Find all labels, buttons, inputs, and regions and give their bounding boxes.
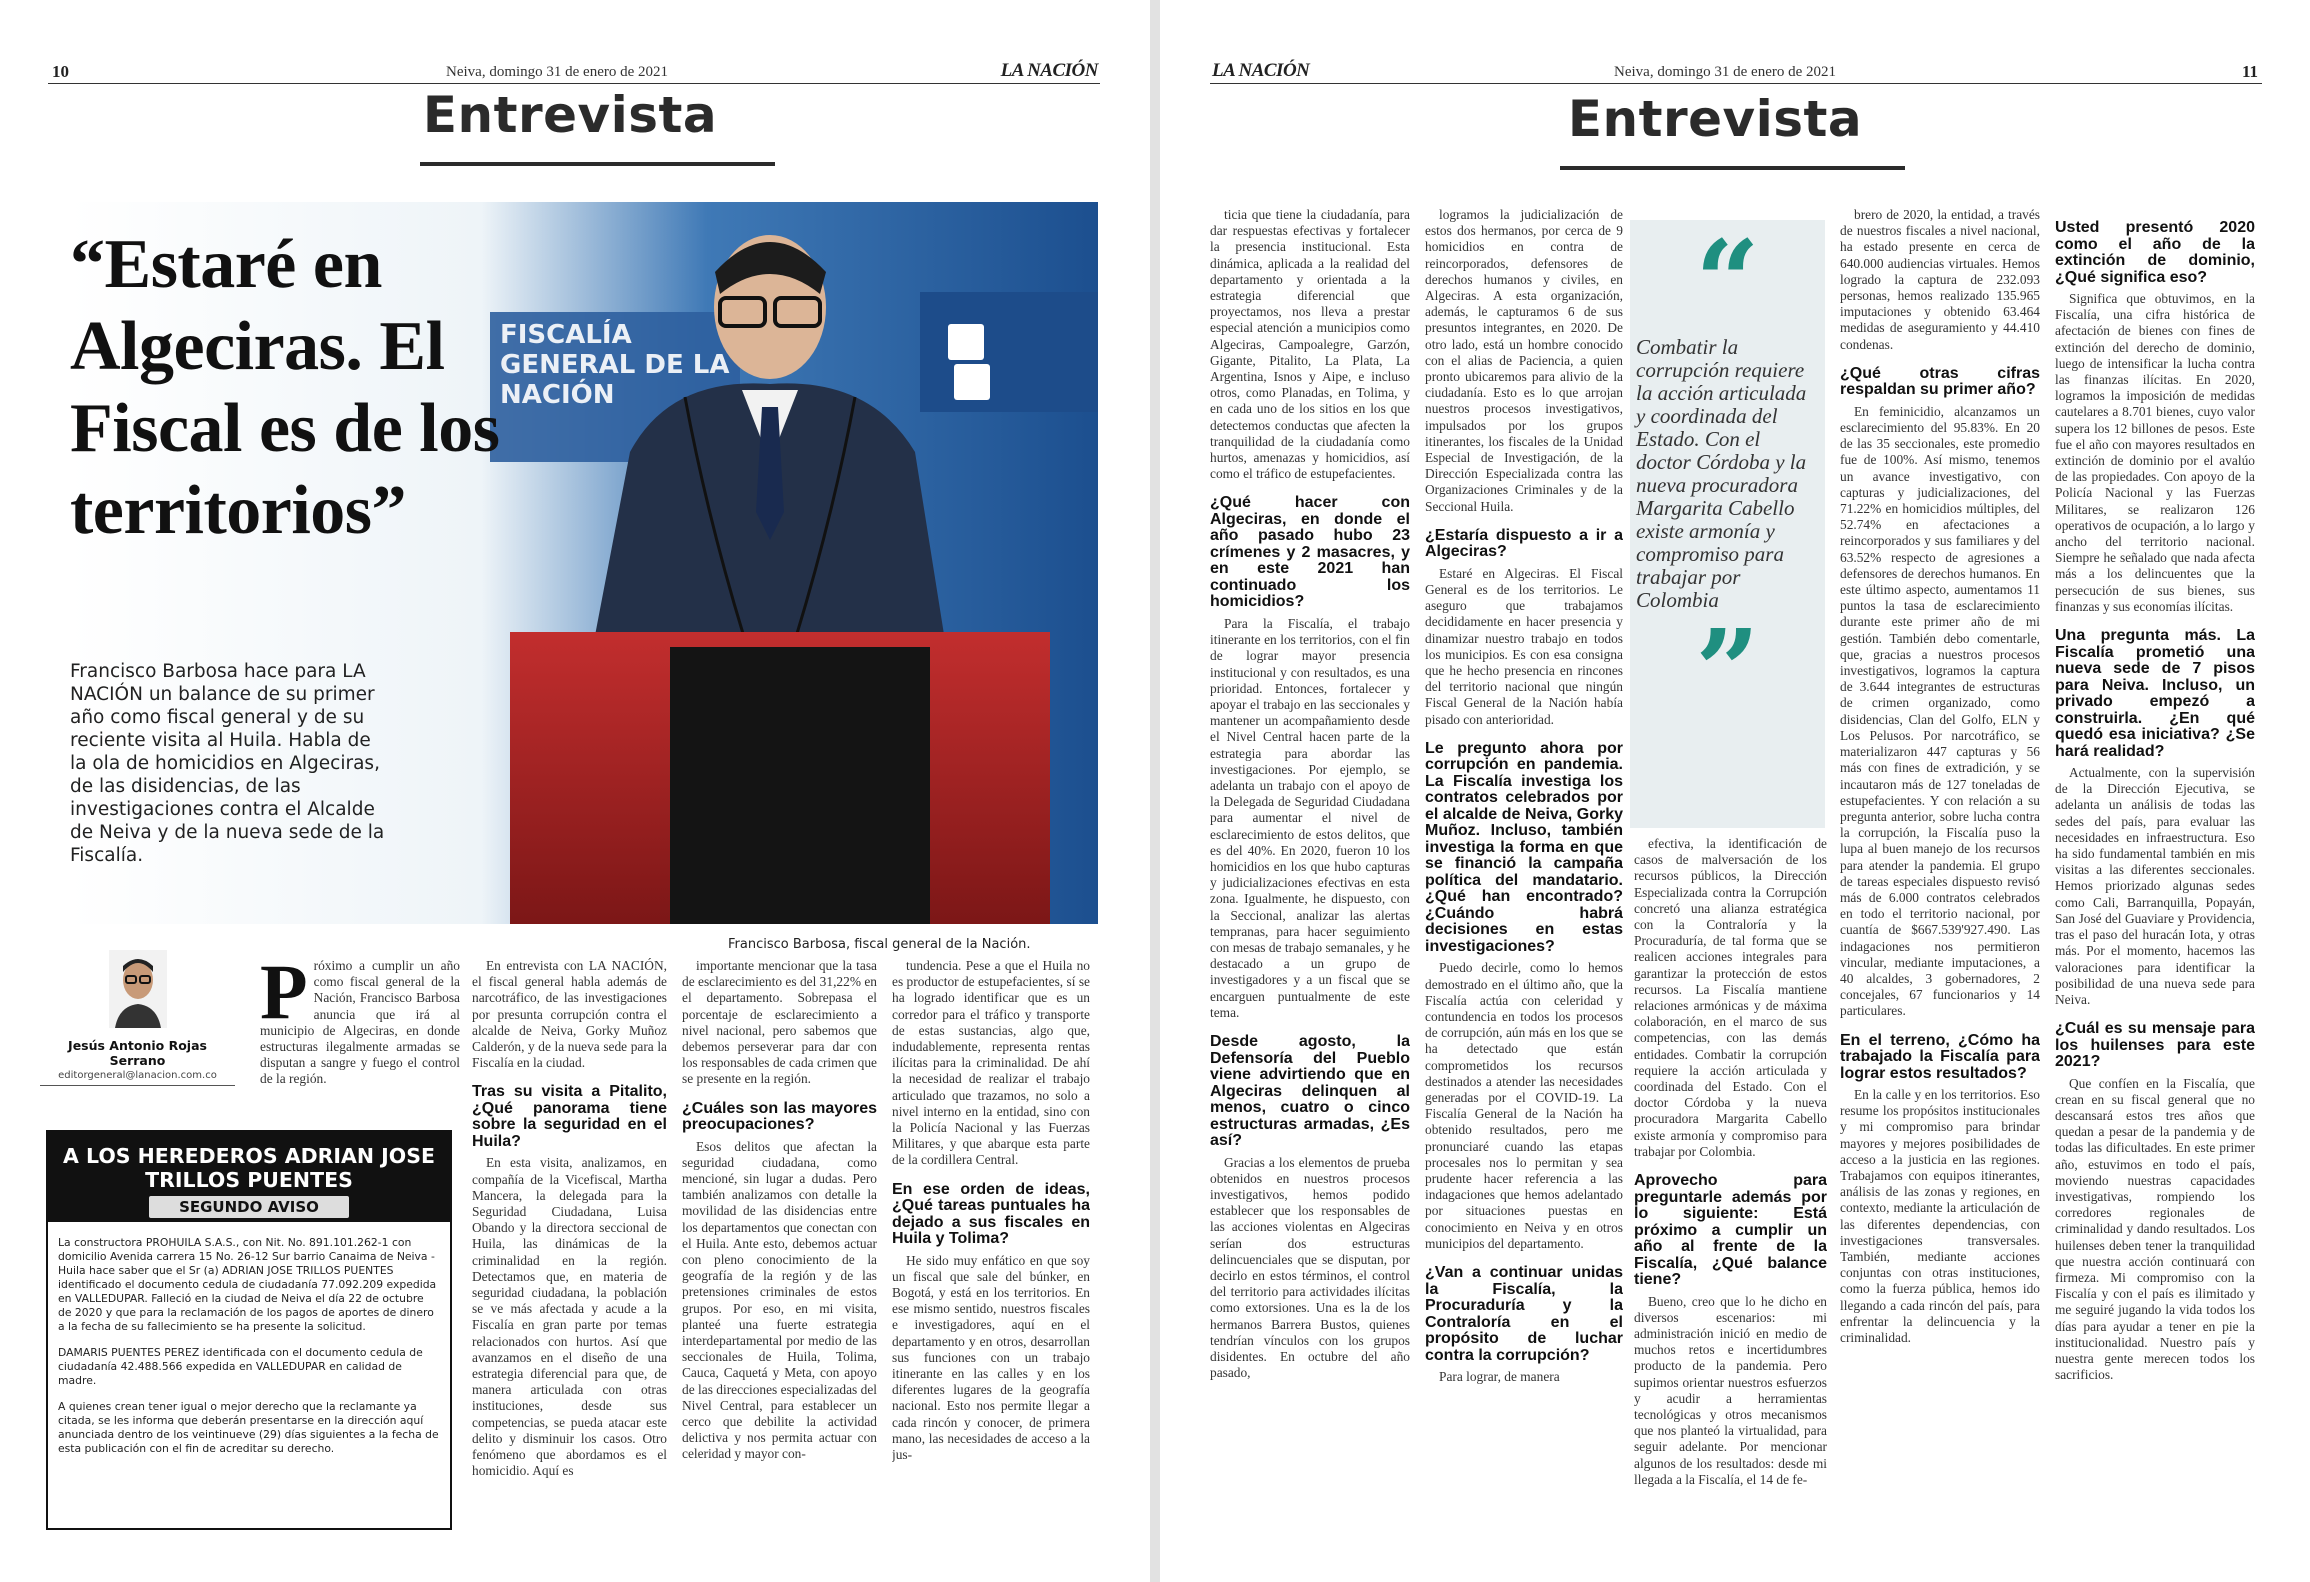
- paragraph: Esos delitos que afectan la seguridad ciudadana, como mencioné, sin lugar a dudas. Pero también analizamos con detalle la movilidad de las disidencias entre los departamentos que conectan con el Huila. Ante esto, debemos actuar con pleno conocimiento de la geografía de la región y de las pretensiones criminales de estos grupos. Por eso, en mi visita, planteé una fuerte estrategia interdepartamental por medio de las seccionales de Huila, Tolima, Cauca, Caquetá y Meta, con apoyo de las direcciones especializadas del Nivel Central, para establecer un cerco que debilite la actividad delictiva y nos permita actuar con celeridad y mayor con-: [682, 1138, 877, 1462]
- question: Desde agosto, la Defensoría del Pueblo viene advirtiendo que en Algeciras delinquen al menos, cuatro o cinco estructuras armadas, ¿Es así?: [1210, 1033, 1410, 1150]
- page-number: 11: [2241, 62, 2258, 81]
- question: ¿Qué otras cifras respaldan su primer año?: [1840, 364, 2040, 399]
- question: ¿Cuáles son las mayores preocupaciones?: [682, 1099, 877, 1134]
- page-left: [0, 0, 1150, 1582]
- question: Le pregunto ahora por corrupción en pandemia. La Fiscalía investiga los contratos celebrados por el alcalde de Neiva, Gorky Muñoz. Incluso, también investiga la forma en que se financió la campaña política del mandatario. ¿Qué han encontrado? ¿Cuándo habrá decisiones en estas investigaciones?: [1425, 739, 1623, 955]
- header-date: Neiva, domingo 31 de enero de 2021: [1614, 64, 1837, 80]
- paragraph: Puedo decirle, como lo hemos demostrado en el último año, que la Fiscalía actúa con celeridad y contundencia en todos los procesos de corrupción, aún más en los que se ha detectado que están comprometidos los recursos destinados a atender las necesidades generadas por el COVID-19. La Fiscalía General de la Nación ha obtenido resultados, pero me pronunciaré cuando las etapas procesales nos lo permitan y sea prudente hacer referencia a las indagaciones que hemos adelantado por situaciones puestas en conocimiento en Neiva y en otros municipios del departamento.: [1425, 960, 1623, 1251]
- section-title: Entrevista: [1567, 90, 1863, 148]
- question: Una pregunta más. La Fiscalía prometió una nueva sede de 7 pisos para Neiva. Incluso, un privado empezó a construirla. ¿En qué quedó esa iniciativa? ¿Se hará realidad?: [2055, 627, 2255, 760]
- deck: Francisco Barbosa hace para LA NACIÓN un balance de su primer año como fiscal general y de su reciente visita al Huila. Habla de la ola de homicidios en Algeciras, de las disidencias, de las investigaciones contra el Alcalde de Neiva y de la nueva sede de la Fiscalía.: [70, 661, 385, 866]
- left-column-1: [260, 958, 460, 1110]
- paragraph: Bueno, creo que lo he dicho en diversos escenarios: mi administración inició en medio de muchos retos e incertidumbres producto de la pandemia. Pero supimos orientar nuestros esfuerzos y acudir a herramientas tecnológicas y otros mecanismos que nos planteó la virtualidad, para seguir adelante. Por mencionar algunos de los resultados: desde mi llegada a la Fiscalía, el 14 de fe-: [1634, 1293, 1827, 1487]
- paragraph: tundencia. Pese a que el Huila no es productor de estupefacientes, sí se ha logrado identificar que es un corredor para el tráfico y transporte de estas sustancias, algo que, indudablemente, representa rentas ilícitas para la criminalidad. De ahí la necesidad de realizar el trabajo articulado que trazamos, no solo a nivel interno en la entidad, sino con la Policía Nacional y las Fuerzas Militares, y que abarque esta parte de la cordillera Central.: [892, 958, 1090, 1168]
- lede-text: róximo a cumplir un año como fiscal general de la Nación, Francisco Barbosa anuncia que irá al municipio de Algeciras, en donde estructuras ilegalmente armadas se disputan a sangre y fuego el control de la región.: [260, 958, 460, 1087]
- photo-caption: Francisco Barbosa, fiscal general de la Nación.: [728, 937, 1031, 952]
- header-date: Neiva, domingo 31 de enero de 2021: [446, 64, 669, 80]
- question: En el terreno, ¿Cómo ha trabajado la Fiscalía para lograr estos resultados?: [1840, 1031, 2040, 1082]
- legal-notice: [46, 1130, 452, 1530]
- pull-quote: [1630, 217, 1825, 828]
- hero-photo: [70, 202, 1098, 924]
- notice-body: [48, 1222, 450, 1456]
- byline-rule: [40, 1085, 235, 1086]
- author-photo: [109, 950, 167, 1028]
- paragraph: En esta visita, analizamos, en compañía de la Vicefiscal, Martha Mancera, la delegada para la Seguridad Ciudadana, Luisa Obando y la directora seccional de Huila, las dinámicas de la criminalidad en la región. Detectamos que, en materia de seguridad ciudadana, la población se ve más afectada y acude a la Fiscalía en gran parte por temas relacionados con hurtos. Así que avanzamos en el diseño de una estrategia diferencial para que, de manera articulada con otras instituciones, desde sus competencias, se pueda atacar este delito y disminuir los casos. Otro fenómeno que abordamos es el homicidio. Aquí es: [472, 1155, 667, 1479]
- notice-subtitle: SEGUNDO AVISO: [149, 1196, 349, 1218]
- question: Usted presentó 2020 como el año de la extinción de dominio, ¿Qué significa eso?: [2055, 219, 2255, 286]
- paragraph: Para la Fiscalía, el trabajo itinerante en los territorios, con el fin de lograr mayor presencia institucional y con resultados, es una prioridad. Entonces, fortalecer y apoyar el trabajo en las seccionales y mantener un acompañamiento desde el Nivel Central hacen parte de la estrategia para abordar las investigaciones. Por ejemplo, se adelanta un trabajo con el apoyo de la Delegada de Seguridad Ciudadana para aumentar el nivel de esclarecimiento de estos delitos, que es del 40%. En 2020, fueron 10 los homicidios en los que hubo capturas y judicializaciones efectivas en esta zona. Igualmente, he dispuesto, con la Seccional, analizar las alertas tempranas, para hacer seguimiento con mesas de trabajo semanales, y he destacado a un grupo de investigadores y a un fiscal que se encarguen puntualmente de este tema.: [1210, 615, 1410, 1020]
- paragraph: Significa que obtuvimos, en la Fiscalía, una cifra histórica de afectación de bienes con fines de extinción del derecho de dominio, luego de intensificar la lucha contra las finanzas ilícitas. En 2020, logramos la imposición de medidas cautelares a 8.701 bienes, cuyo valor supera los 12 billones de pesos. Este fue el año con mayores resultados en extinción de dominio por el avalúo de las propiedades. Con apoyo de la Policía Nacional y las Fuerzas Militares, se realizaron 126 operativos de ocupación, a lo largo y ancho del territorio nacional. Siempre he señalado que nada afecta más a los delincuentes que la persecución de sus bienes, sus finanzas y sus economías ilícitas.: [2055, 291, 2255, 614]
- newspaper-logo: LA NACIÓN: [1212, 60, 1310, 81]
- newspaper-logo: LA NACIÓN: [1000, 60, 1098, 81]
- question: ¿Van a continuar unidas la Fiscalía, la Procuraduría y la Contraloría en el propósito de luchar contra la corrupción?: [1425, 1264, 1623, 1364]
- question: ¿Qué hacer con Algeciras, en donde el año pasado hubo 23 crímenes y 2 masacres, y en este 2021 han continuado los homicidios?: [1210, 494, 1410, 611]
- paragraph: En entrevista con LA NACIÓN, el fiscal general habla además de narcotráfico, de las investigaciones por presunta corrupción contra el alcalde de Neiva, Gorky Muñoz Calderón, y de la nueva sede para la Fiscalía en la ciudad.: [472, 958, 667, 1071]
- open-quote-icon: “: [1695, 217, 1760, 348]
- right-column-2: [1425, 207, 1623, 1547]
- question: Tras su visita a Pitalito, ¿Qué panorama tiene sobre la seguridad en el Huila?: [472, 1083, 667, 1150]
- paragraph: Estaré en Algeciras. El Fiscal General es de los territorios. Le aseguro que trabajamos decididamente en hacer presencia y dinamizar nuestro trabajo en todos los municipios. Es con esa consigna que he hecho presencia en rincones del territorio nacional que ningún Fiscal General de la Nación había pisado con anterioridad.: [1425, 565, 1623, 727]
- left-column-3: [682, 958, 877, 1548]
- pull-quote-text: Combatir la corrupción requiere la acción articulada y coordinada del Estado. Con el doctor Córdoba y la nueva procuradora Margarita Cabello existe armonía y compromiso para trabajar por Colombia: [1636, 335, 1807, 612]
- question: En ese orden de ideas, ¿Qué tareas puntuales ha dejado a sus fiscales en Huila y Tolima?: [892, 1180, 1090, 1248]
- paragraph: Actualmente, con la supervisión de la Dirección Ejecutiva, se adelanta un análisis de todas las sedes del país, para evaluar las necesidades en infraestructura. Eso ha sido fundamental también en mis visitas a las diferentes seccionales. Hemos priorizado algunas sedes como Cali, Barranquilla, Popayán, San José del Guaviare y Providencia, tras el paso del huracán Iota, y otras más. Por el momento, hacemos las valoraciones para identificar la posibilidad de una nueva sede para Neiva.: [2055, 765, 2255, 1007]
- right-column-5: [2055, 207, 2255, 1547]
- dropcap: P: [260, 958, 308, 1035]
- paragraph: En la calle y en los territorios. Eso resume los propósitos institucionales y mi compromiso para brindar mayores y mejores posibilidades de acceso a la justicia en las regiones. Trabajamos con equipos itinerantes, análisis de las zonas y regiones, en contexto, mediante la articulación de las diferentes dependencias, con investigaciones transversales. También, mediante acciones conjuntas con otras instituciones, como la fuerza pública, hemos ido llegando a cada rincón del país, para enfrentar la delincuencia y la criminalidad.: [1840, 1087, 2040, 1346]
- paragraph: Gracias a los elementos de prueba obtenidos en nuestros procesos investigativos, hemos podido establecer que los responsables de las acciones violentas en Algeciras serían dos estructuras delincuenciales que se disputan, por decirlo en estos términos, el control del territorio para actividades ilícitas como extorsiones. Una es la de los hermanos Barrera Bustos, quienes tendrían vínculos con los grupos disidentes. En octubre del año pasado,: [1210, 1154, 1410, 1381]
- photo-sign: FISCALÍA GENERAL DE LA NACIÓN: [500, 320, 730, 410]
- notice-paragraph: A quienes crean tener igual o mejor derecho que la reclamante ya citada, se les informa que deberán presentarse en la dirección aquí anunciada dentro de los veintinueve (29) días siguientes a la fecha de esta publicación con el fin de acreditar su derecho.: [58, 1400, 439, 1455]
- notice-title: A LOS HEREDEROS ADRIAN JOSE TRILLOS PUENTES: [62, 1144, 436, 1192]
- right-column-1: [1210, 207, 1410, 1547]
- paragraph: He sido muy enfático en que soy un fiscal que sale del búnker, en Bogotá, y está en los territorios. En ese mismo sentido, nuestros fiscales e investigadores, aquí en el departamento y en otros, desarrollan sus funciones con un trabajo itinerante en las calles y en los diferentes lugares de la geografía nacional. Esto nos permite llegar a cada rincón y conocer, de primera mano, las necesidades de acceso a la jus-: [892, 1252, 1090, 1463]
- question: ¿Cuál es su mensaje para los huilenses para este 2021?: [2055, 1020, 2255, 1071]
- right-column-4: [1840, 207, 2040, 1547]
- page-header: [48, 62, 1100, 84]
- paragraph: ticia que tiene la ciudadanía, para dar respuestas efectivas y fortalecer la presencia institucional. Esta dinámica, aplicada a la realidad del departamento y orientada a la estrategia diferencial que proyectamos, nos lleva a prestar especial atención a municipios como Algeciras, Campoalegre, Garzón, Gigante, Pitalito, La Plata, La Argentina, Isnos y Aipe, e incluso otros, como Planadas, en Tolima, y en cada uno de los sitios en los que detectemos conductas que afecten la tranquilidad de la ciudadanía como hurtos, amenazas y homicidios, así como el tráfico de estupefacientes.: [1210, 207, 1410, 482]
- author-email[interactable]: editorgeneral@lanacion.com.co: [58, 1070, 217, 1081]
- notice-header: [48, 1132, 450, 1222]
- section-rule: [420, 162, 775, 166]
- paragraph: Para lograr, de manera: [1439, 1369, 1560, 1385]
- paragraph: Que confíen en la Fiscalía, que crean en su fiscal general que no descansará estos tres años que quedan a pesar de la pandemia y de todas las dificultades. En este primer año, estuvimos en todo el país, moviendo nuestras capacidades investigativas, rompiendo los corredores regionales de criminalidad y dando resultados. Los huilenses deben tener la tranquilidad que nuestra acción continuará con firmeza. Mi compromiso con la Fiscalía y con el país es ilimitado y me seguiré jugando la vida todos los días para ayudar a tener en pie la institucionalidad. Nuestro país y nuestra gente merecen todos los sacrificios.: [2055, 1075, 2255, 1383]
- page-header: [1210, 62, 2262, 84]
- right-column-3: [1634, 836, 1827, 1548]
- page-number: 10: [52, 62, 69, 81]
- author-byline: [40, 950, 235, 1081]
- close-quote-icon: ”: [1695, 606, 1760, 737]
- paragraph: importante mencionar que la tasa de esclarecimiento es del 31,22% en el departamento. Sobrepasa el porcentaje de esclarecimiento a nivel nacional, pero sabemos que debemos perseverar para dar con los responsables de cada crimen que se presente en la región.: [682, 958, 877, 1087]
- question: Aprovecho para preguntarle además por lo siguiente: Está próximo a cumplir un año al frente de la Fiscalía, ¿Qué balance tiene?: [1634, 1172, 1827, 1289]
- notice-paragraph: La constructora PROHUILA S.A.S., con Nit. No. 891.101.262-1 con domicilio Avenida carrera 15 No. 26-12 Sur barrio Canaima de Neiva - Huila hace saber que el Sr (a) ADRIAN JOSE TRILLOS PUENTES identificado el documento cedula de ciudadanía 77.092.209 expedida en VALLEDUPAR. Falleció en la ciudad de Neiva el día 22 de octubre de 2020 y que para la reclamación de los pagos de aportes de dinero a la fecha de su fallecimiento se ha presente la solicitud.: [58, 1236, 437, 1333]
- paragraph: En feminicidio, alcanzamos un esclarecimiento del 95.83%. En 20 de las 35 seccionales, este promedio fue de 100%. Así mismo, tenemos un avance investigativo, con capturas y judicializaciones, del 71.22% en homicidios múltiples, del 52.74% en afectaciones a reincorporados y sus familiares y del 63.52% respecto de agresiones a defensores de derechos humanos. En este último aspecto, aumentamos 11 puntos la tasa de esclarecimiento durante este primer año de mi gestión. También debo comentarle, que, gracias a nuestros procesos investigativos, logramos la captura de 3.644 integrantes de estructuras de crimen organizado, como disidencias, Clan del Golfo, ELN y Los Pelusos. Por narcotráfico, se materializaron 447 capturas y 56 más con fines de extradición, y se incautaron más de 127 toneladas de estupefacientes. Y con relación a su pregunta anterior, sobre lucha contra la corrupción, la Fiscalía puso la lupa al buen manejo de los recursos para atender la pandemia. El grupo de tareas especiales dispuesto revisó más de 6.000 contratos celebrados en todo el territorio nacional, por cuantía de $667.539'927.490. Las indagaciones nos permitieron vincular, mediante imputaciones, a 40 alcaldes, 3 gobernadores, 2 concejales, 67 funcionarios y 14 particulares.: [1840, 403, 2040, 1019]
- paragraph: efectiva, la identificación de casos de malversación de los recursos públicos, la Dirección Especializada contra la Corrupción concretó una alianza estratégica con la Contraloría y la Procuraduría, de tal forma que se realicen acciones integrales para garantizar la protección de estos recursos. La Fiscalía mantiene relaciones armónicas y de máxima colaboración, en el marco de sus competencias, con las demás entidades. Combatir la corrupción requiere la acción articulada y coordinada del Estado. Con el doctor Córdoba y la nueva procuradora Margarita Cabello existe armonía y compromiso para trabajar por Colombia.: [1634, 836, 1827, 1159]
- section-title: Entrevista: [422, 86, 718, 144]
- author-name: Jesús Antonio Rojas Serrano: [68, 1038, 207, 1068]
- left-column-4: [892, 958, 1090, 1548]
- page-right: [1160, 0, 2310, 1582]
- paragraph: logramos la judicialización de estos dos hermanos, por cerca de 9 homicidios en contra de reincorporados, defensores de derechos humanos y civiles, en Algeciras. A esta organización, además, le capturamos 6 de sus presuntos integrantes, en 2020. De otro lado, está un hombre conocido con el alias de Paciencia, a quien pronto ubicaremos para alivio de la ciudadanía. Esto es lo que arrojan nuestros procesos investigativos, impulsados por los grupos itinerantes, los fiscales de la Unidad Especial de Investigación, de la Dirección Especializada contra las Organizaciones Criminales y de la Seccional Huila.: [1425, 207, 1623, 514]
- paragraph: brero de 2020, la entidad, a través de nuestros fiscales a nivel nacional, ha estado presente en cerca de 640.000 audiencias virtuales. Hemos logrado la captura de 232.093 personas, hemos realizado 135.965 imputaciones y obtenido 63.464 medidas de aseguramiento y 44.410 condenas.: [1840, 207, 2040, 352]
- section-rule: [1560, 166, 1905, 170]
- headline: “Estaré en Algeciras. El Fiscal es de los territorios”: [70, 226, 500, 549]
- notice-paragraph: DAMARIS PUENTES PEREZ identificada con el documento cedula de ciudadanía 42.488.566 expedida en VALLEDUPAR en calidad de madre.: [58, 1346, 423, 1387]
- question: ¿Estaría dispuesto a ir a Algeciras?: [1425, 526, 1623, 561]
- left-column-2: [472, 958, 667, 1548]
